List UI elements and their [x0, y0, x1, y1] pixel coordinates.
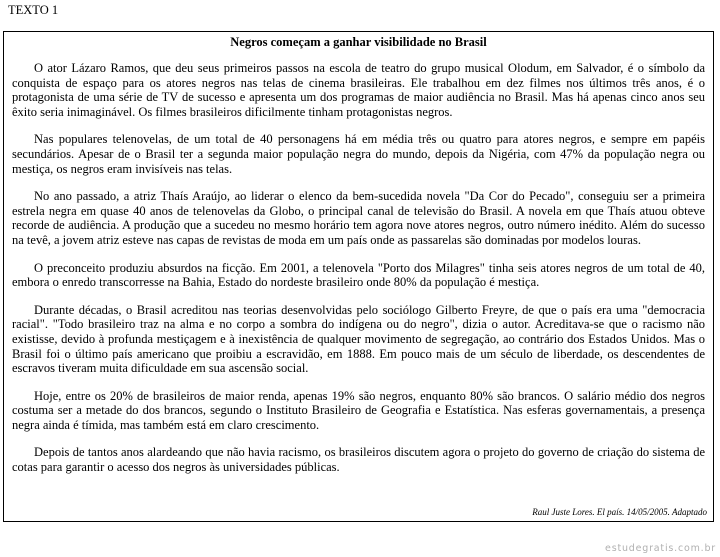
article-paragraph-3: No ano passado, a atriz Thaís Araújo, ao liderar o elenco da bem-sucedida novela "Da Cor do Pecado", conseguiu ser a primeira estrela negra em quase 40 anos de telenovelas da Globo, o principal canal de televisão do Brasil. A novela em que Thaís atuou obteve recorde de audiência. A produção que a sucedeu no mesmo horário tem agora nove atores negros, outro número inédito. Além do sucesso na tevê, a jovem atriz esteve nas capas de revistas de moda em um país onde as passarelas são dominadas por modelos louras. [12, 189, 705, 247]
document-label: TEXTO 1 [8, 3, 59, 17]
article-paragraph-6: Hoje, entre os 20% de brasileiros de maior renda, apenas 19% são negros, enquanto 80% são brancos. O salário médio dos negros costuma ser a metade do dos brancos, segundo o Instituto Brasileiro de Geografia e Estatística. Nas esferas governamentais, a presença negra ainda é tímida, mas também está em claro crescimento. [12, 388, 705, 432]
article-source: Raul Juste Lores. El país. 14/05/2005. Adaptado [532, 507, 707, 517]
article-paragraph-1: O ator Lázaro Ramos, que deu seus primeiros passos na escola de teatro do grupo musical Olodum, em Salvador, é o símbolo da conquista de espaço para os atores negros nas telas de cinema brasileiras. Ele trabalhou em dez filmes nos últimos três anos, é o protagonista de uma série de TV de sucesso e apresenta um dos programas de maior audiência no Brasil. Mas há apenas cinco anos seu êxito seria inimaginável. Os filmes brasileiros dificilmente tinham protagonistas negros. [12, 61, 705, 119]
article-paragraph-4: O preconceito produziu absurdos na ficção. Em 2001, a telenovela "Porto dos Milagres" tinha seis atores negros de um total de 40, embora o enredo transcorresse na Bahia, Estado do nordeste brasileiro onde 80% da população é mestiça. [12, 260, 705, 290]
article-paragraph-5: Durante décadas, o Brasil acreditou nas teorias desenvolvidas pelo sociólogo Gilberto Freyre, de que o país era uma "democracia racial". "Todo brasileiro traz na alma e no corpo a sombra do indígena ou do negro", dizia o autor. Acreditava-se que o racismo não existisse, devido à profunda mestiçagem e à inexistência de qualquer movimento de segregação, ao contrário dos Estados Unidos. Mas o Brasil foi o último país americano que proibiu a escravidão, em 1888. Em pouco mais de um século de liberdade, os descendentes de escravos tiveram muita dificuldade em sua ascensão social. [12, 302, 705, 376]
article-frame [3, 31, 714, 522]
site-watermark: estudegratis.com.br [605, 543, 716, 554]
article-title: Negros começam a ganhar visibilidade no Brasil [230, 35, 487, 49]
article-paragraph-7: Depois de tantos anos alardeando que não havia racismo, os brasileiros discutem agora o projeto do governo de criação do sistema de cotas para garantir o acesso dos negros às universidades públicas. [12, 445, 705, 475]
article-paragraph-2: Nas populares telenovelas, de um total de 40 personagens há em média três ou quatro para atores negros, e sempre em papéis secundários. Apesar de o Brasil ter a segunda maior população negra do mundo, depois da Nigéria, com 47% da população negra ou mestiça, os negros eram invisíveis nas telas. [12, 132, 705, 176]
